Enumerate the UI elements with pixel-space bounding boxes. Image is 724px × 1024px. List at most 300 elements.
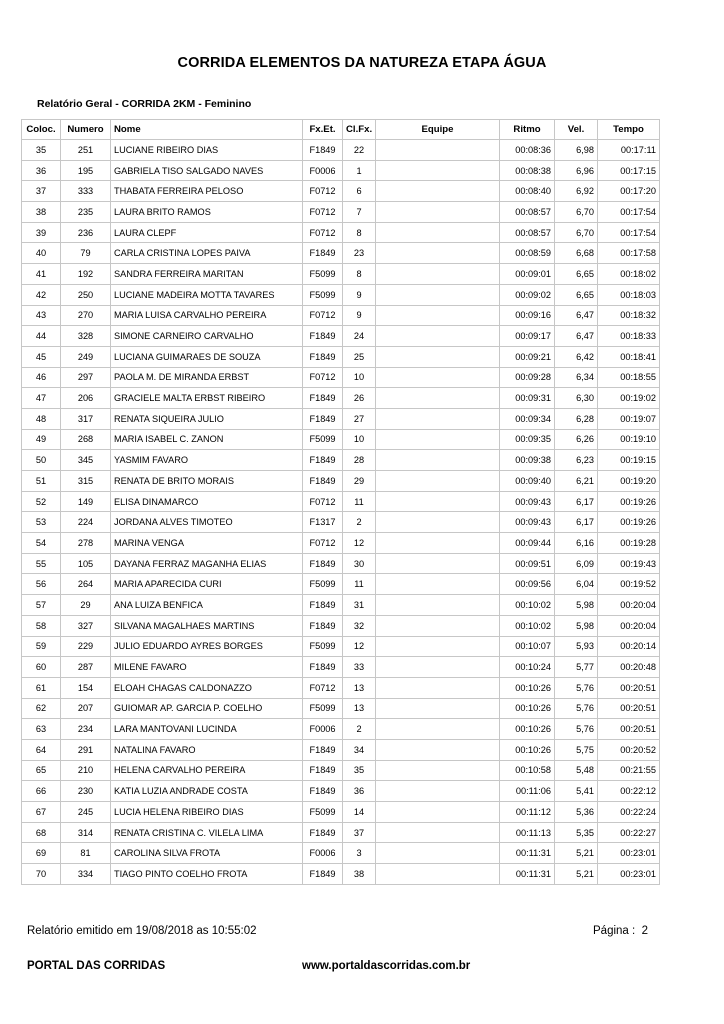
cell-fxet: F1849 [303,346,343,367]
cell-ritmo: 00:09:40 [500,471,555,492]
cell-clfx: 28 [343,450,376,471]
cell-vel: 5,76 [555,677,598,698]
cell-equipe [376,677,500,698]
cell-tempo: 00:19:10 [598,429,660,450]
cell-clfx: 11 [343,491,376,512]
table-row [22,533,660,554]
cell-tempo: 00:19:07 [598,408,660,429]
cell-numero: 270 [61,305,111,326]
cell-nome: LUCIANE RIBEIRO DIAS [111,140,303,161]
cell-nome: MARIA LUISA CARVALHO PEREIRA [111,305,303,326]
cell-clfx: 24 [343,326,376,347]
cell-vel: 5,21 [555,843,598,864]
page-number: 2 [641,925,648,937]
cell-equipe [376,760,500,781]
cell-nome: RENATA DE BRITO MORAIS [111,471,303,492]
cell-numero: 195 [61,160,111,181]
cell-clfx: 13 [343,698,376,719]
results-body [22,140,660,885]
cell-fxet: F1849 [303,781,343,802]
cell-tempo: 00:17:11 [598,140,660,161]
cell-numero: 79 [61,243,111,264]
cell-nome: TIAGO PINTO COELHO FROTA [111,864,303,885]
cell-nome: GRACIELE MALTA ERBST RIBEIRO [111,388,303,409]
cell-coloc: 42 [22,284,61,305]
table-row [22,574,660,595]
cell-ritmo: 00:10:26 [500,739,555,760]
cell-numero: 210 [61,760,111,781]
cell-nome: LUCIANE MADEIRA MOTTA TAVARES [111,284,303,305]
cell-ritmo: 00:10:58 [500,760,555,781]
cell-equipe [376,346,500,367]
table-row [22,140,660,161]
cell-nome: LUCIA HELENA RIBEIRO DIAS [111,802,303,823]
cell-fxet: F1317 [303,512,343,533]
cell-nome: ELOAH CHAGAS CALDONAZZO [111,677,303,698]
cell-tempo: 00:20:52 [598,739,660,760]
cell-fxet: F1849 [303,243,343,264]
table-row [22,781,660,802]
table-row [22,305,660,326]
cell-numero: 229 [61,636,111,657]
table-row [22,243,660,264]
cell-coloc: 55 [22,553,61,574]
cell-ritmo: 00:09:35 [500,429,555,450]
cell-fxet: F0712 [303,305,343,326]
table-row [22,512,660,533]
table-row [22,595,660,616]
cell-tempo: 00:17:54 [598,222,660,243]
table-row [22,698,660,719]
cell-equipe [376,595,500,616]
cell-coloc: 49 [22,429,61,450]
cell-numero: 314 [61,822,111,843]
cell-coloc: 64 [22,739,61,760]
cell-numero: 345 [61,450,111,471]
cell-nome: GUIOMAR AP. GARCIA P. COELHO [111,698,303,719]
cell-vel: 5,21 [555,864,598,885]
cell-coloc: 66 [22,781,61,802]
cell-nome: CAROLINA SILVA FROTA [111,843,303,864]
cell-ritmo: 00:09:44 [500,533,555,554]
site-url: www.portaldascorridas.com.br [302,960,471,972]
table-row [22,491,660,512]
cell-fxet: F5099 [303,574,343,595]
cell-vel: 5,41 [555,781,598,802]
cell-numero: 105 [61,553,111,574]
cell-fxet: F0712 [303,677,343,698]
cell-vel: 6,92 [555,181,598,202]
cell-fxet: F0712 [303,181,343,202]
cell-clfx: 2 [343,512,376,533]
cell-fxet: F1849 [303,450,343,471]
cell-nome: MARINA VENGA [111,533,303,554]
cell-fxet: F5099 [303,698,343,719]
cell-numero: 149 [61,491,111,512]
cell-equipe [376,553,500,574]
report-emitted-text: Relatório emitido em 19/08/2018 as 10:55:02 [27,925,257,937]
cell-numero: 327 [61,615,111,636]
cell-vel: 5,75 [555,739,598,760]
col-header-clfx: Cl.Fx. [343,120,376,140]
cell-equipe [376,533,500,554]
cell-equipe [376,636,500,657]
cell-fxet: F0712 [303,202,343,223]
cell-coloc: 45 [22,346,61,367]
page-label: Página : [593,925,636,937]
cell-nome: LUCIANA GUIMARAES DE SOUZA [111,346,303,367]
cell-fxet: F1849 [303,657,343,678]
table-row [22,367,660,388]
cell-nome: SANDRA FERREIRA MARITAN [111,264,303,285]
cell-equipe [376,864,500,885]
brand-name: PORTAL DAS CORRIDAS [27,960,166,972]
cell-fxet: F5099 [303,636,343,657]
col-header-vel: Vel. [555,120,598,140]
cell-vel: 6,65 [555,264,598,285]
cell-ritmo: 00:09:43 [500,512,555,533]
cell-tempo: 00:17:58 [598,243,660,264]
cell-equipe [376,471,500,492]
cell-clfx: 9 [343,284,376,305]
cell-fxet: F1849 [303,760,343,781]
table-row [22,450,660,471]
report-title: CORRIDA ELEMENTOS DA NATUREZA ETAPA ÁGUA [177,55,547,71]
cell-nome: JULIO EDUARDO AYRES BORGES [111,636,303,657]
cell-fxet: F1849 [303,408,343,429]
cell-ritmo: 00:09:31 [500,388,555,409]
cell-tempo: 00:18:02 [598,264,660,285]
cell-clfx: 6 [343,181,376,202]
cell-equipe [376,719,500,740]
cell-coloc: 48 [22,408,61,429]
cell-equipe [376,698,500,719]
cell-coloc: 37 [22,181,61,202]
cell-ritmo: 00:10:26 [500,719,555,740]
cell-vel: 6,09 [555,553,598,574]
table-row [22,822,660,843]
cell-coloc: 65 [22,760,61,781]
cell-coloc: 67 [22,802,61,823]
cell-vel: 6,47 [555,305,598,326]
cell-fxet: F0712 [303,367,343,388]
cell-tempo: 00:19:43 [598,553,660,574]
cell-equipe [376,140,500,161]
cell-vel: 5,36 [555,802,598,823]
cell-nome: LAURA CLEPF [111,222,303,243]
cell-ritmo: 00:11:31 [500,843,555,864]
cell-nome: ELISA DINAMARCO [111,491,303,512]
cell-equipe [376,450,500,471]
cell-clfx: 2 [343,719,376,740]
table-row [22,657,660,678]
cell-fxet: F1849 [303,326,343,347]
table-row [22,408,660,429]
cell-ritmo: 00:11:12 [500,802,555,823]
table-row [22,760,660,781]
cell-ritmo: 00:11:06 [500,781,555,802]
cell-ritmo: 00:09:16 [500,305,555,326]
col-header-fxet: Fx.Et. [303,120,343,140]
cell-coloc: 56 [22,574,61,595]
cell-equipe [376,739,500,760]
cell-coloc: 54 [22,533,61,554]
cell-vel: 6,70 [555,222,598,243]
cell-ritmo: 00:11:13 [500,822,555,843]
cell-equipe [376,284,500,305]
cell-coloc: 38 [22,202,61,223]
cell-nome: DAYANA FERRAZ MAGANHA ELIAS [111,553,303,574]
cell-coloc: 35 [22,140,61,161]
table-row [22,181,660,202]
cell-ritmo: 00:10:26 [500,677,555,698]
table-row [22,636,660,657]
cell-clfx: 12 [343,636,376,657]
cell-clfx: 27 [343,408,376,429]
cell-tempo: 00:21:55 [598,760,660,781]
cell-tempo: 00:18:32 [598,305,660,326]
cell-ritmo: 00:11:31 [500,864,555,885]
cell-coloc: 61 [22,677,61,698]
cell-coloc: 36 [22,160,61,181]
cell-tempo: 00:20:51 [598,698,660,719]
cell-clfx: 14 [343,802,376,823]
cell-nome: PAOLA M. DE MIRANDA ERBST [111,367,303,388]
cell-tempo: 00:20:51 [598,677,660,698]
cell-vel: 6,96 [555,160,598,181]
cell-tempo: 00:20:14 [598,636,660,657]
cell-nome: RENATA SIQUEIRA JULIO [111,408,303,429]
cell-vel: 5,98 [555,595,598,616]
cell-vel: 6,30 [555,388,598,409]
cell-numero: 317 [61,408,111,429]
cell-numero: 297 [61,367,111,388]
cell-vel: 6,98 [555,140,598,161]
col-header-coloc: Coloc. [22,120,61,140]
cell-nome: SILVANA MAGALHAES MARTINS [111,615,303,636]
cell-fxet: F1849 [303,140,343,161]
cell-nome: SIMONE CARNEIRO CARVALHO [111,326,303,347]
cell-equipe [376,388,500,409]
table-row [22,346,660,367]
cell-coloc: 43 [22,305,61,326]
cell-vel: 6,47 [555,326,598,347]
cell-fxet: F1849 [303,739,343,760]
col-header-tempo: Tempo [598,120,660,140]
cell-equipe [376,843,500,864]
cell-tempo: 00:19:26 [598,491,660,512]
cell-nome: YASMIM FAVARO [111,450,303,471]
table-row [22,802,660,823]
cell-coloc: 39 [22,222,61,243]
cell-vel: 6,65 [555,284,598,305]
cell-ritmo: 00:08:59 [500,243,555,264]
cell-clfx: 29 [343,471,376,492]
cell-coloc: 40 [22,243,61,264]
cell-numero: 315 [61,471,111,492]
cell-ritmo: 00:10:24 [500,657,555,678]
cell-coloc: 70 [22,864,61,885]
cell-ritmo: 00:09:21 [500,346,555,367]
cell-ritmo: 00:10:02 [500,595,555,616]
cell-nome: THABATA FERREIRA PELOSO [111,181,303,202]
cell-coloc: 41 [22,264,61,285]
cell-nome: NATALINA FAVARO [111,739,303,760]
cell-numero: 206 [61,388,111,409]
cell-fxet: F0006 [303,843,343,864]
results-table [21,119,660,885]
cell-vel: 5,77 [555,657,598,678]
cell-vel: 6,16 [555,533,598,554]
cell-ritmo: 00:10:07 [500,636,555,657]
cell-nome: GABRIELA TISO SALGADO NAVES [111,160,303,181]
cell-fxet: F1849 [303,553,343,574]
cell-tempo: 00:19:26 [598,512,660,533]
cell-fxet: F0712 [303,533,343,554]
cell-coloc: 62 [22,698,61,719]
cell-vel: 6,04 [555,574,598,595]
table-row [22,388,660,409]
cell-tempo: 00:23:01 [598,843,660,864]
cell-clfx: 8 [343,264,376,285]
cell-tempo: 00:20:48 [598,657,660,678]
cell-tempo: 00:19:02 [598,388,660,409]
cell-clfx: 25 [343,346,376,367]
cell-tempo: 00:18:55 [598,367,660,388]
cell-ritmo: 00:09:01 [500,264,555,285]
cell-tempo: 00:22:27 [598,822,660,843]
cell-clfx: 30 [343,553,376,574]
cell-fxet: F5099 [303,429,343,450]
cell-equipe [376,802,500,823]
cell-fxet: F0712 [303,491,343,512]
table-row [22,264,660,285]
cell-numero: 29 [61,595,111,616]
cell-fxet: F1849 [303,595,343,616]
cell-ritmo: 00:09:17 [500,326,555,347]
cell-clfx: 23 [343,243,376,264]
table-header-row [22,120,660,140]
cell-nome: MILENE FAVARO [111,657,303,678]
cell-vel: 6,23 [555,450,598,471]
cell-tempo: 00:19:20 [598,471,660,492]
cell-ritmo: 00:09:56 [500,574,555,595]
col-header-nome: Nome [111,120,303,140]
cell-equipe [376,243,500,264]
cell-clfx: 7 [343,202,376,223]
cell-vel: 5,76 [555,719,598,740]
cell-equipe [376,367,500,388]
cell-vel: 6,34 [555,367,598,388]
cell-tempo: 00:17:15 [598,160,660,181]
cell-clfx: 3 [343,843,376,864]
table-row [22,864,660,885]
cell-ritmo: 00:09:38 [500,450,555,471]
cell-equipe [376,574,500,595]
cell-fxet: F5099 [303,802,343,823]
cell-equipe [376,491,500,512]
cell-ritmo: 00:08:38 [500,160,555,181]
cell-nome: CARLA CRISTINA LOPES PAIVA [111,243,303,264]
cell-vel: 5,48 [555,760,598,781]
cell-fxet: F1849 [303,822,343,843]
cell-equipe [376,408,500,429]
cell-numero: 287 [61,657,111,678]
cell-clfx: 35 [343,760,376,781]
cell-nome: JORDANA ALVES TIMOTEO [111,512,303,533]
table-row [22,160,660,181]
cell-vel: 6,21 [555,471,598,492]
cell-coloc: 53 [22,512,61,533]
cell-ritmo: 00:09:43 [500,491,555,512]
cell-numero: 249 [61,346,111,367]
table-row [22,222,660,243]
cell-equipe [376,202,500,223]
cell-fxet: F1849 [303,471,343,492]
cell-tempo: 00:19:52 [598,574,660,595]
cell-coloc: 68 [22,822,61,843]
cell-numero: 154 [61,677,111,698]
col-header-numero: Numero [61,120,111,140]
cell-nome: ANA LUIZA BENFICA [111,595,303,616]
cell-clfx: 32 [343,615,376,636]
cell-numero: 328 [61,326,111,347]
cell-tempo: 00:22:24 [598,802,660,823]
cell-equipe [376,181,500,202]
cell-clfx: 11 [343,574,376,595]
cell-clfx: 31 [343,595,376,616]
cell-vel: 5,35 [555,822,598,843]
cell-tempo: 00:18:03 [598,284,660,305]
cell-coloc: 57 [22,595,61,616]
cell-vel: 6,28 [555,408,598,429]
cell-tempo: 00:17:20 [598,181,660,202]
cell-equipe [376,657,500,678]
cell-tempo: 00:18:41 [598,346,660,367]
cell-numero: 278 [61,533,111,554]
cell-fxet: F1849 [303,864,343,885]
cell-tempo: 00:20:04 [598,615,660,636]
cell-vel: 5,98 [555,615,598,636]
cell-numero: 264 [61,574,111,595]
cell-coloc: 60 [22,657,61,678]
cell-numero: 192 [61,264,111,285]
cell-ritmo: 00:08:36 [500,140,555,161]
cell-clfx: 36 [343,781,376,802]
cell-clfx: 38 [343,864,376,885]
cell-coloc: 59 [22,636,61,657]
cell-fxet: F1849 [303,615,343,636]
cell-clfx: 10 [343,429,376,450]
cell-equipe [376,305,500,326]
cell-equipe [376,222,500,243]
cell-clfx: 8 [343,222,376,243]
cell-vel: 6,17 [555,491,598,512]
cell-clfx: 22 [343,140,376,161]
table-row [22,553,660,574]
cell-fxet: F1849 [303,388,343,409]
cell-coloc: 44 [22,326,61,347]
table-row [22,429,660,450]
cell-coloc: 52 [22,491,61,512]
cell-vel: 5,93 [555,636,598,657]
cell-tempo: 00:22:12 [598,781,660,802]
cell-fxet: F0006 [303,719,343,740]
cell-vel: 6,26 [555,429,598,450]
cell-ritmo: 00:08:40 [500,181,555,202]
table-row [22,202,660,223]
cell-equipe [376,160,500,181]
